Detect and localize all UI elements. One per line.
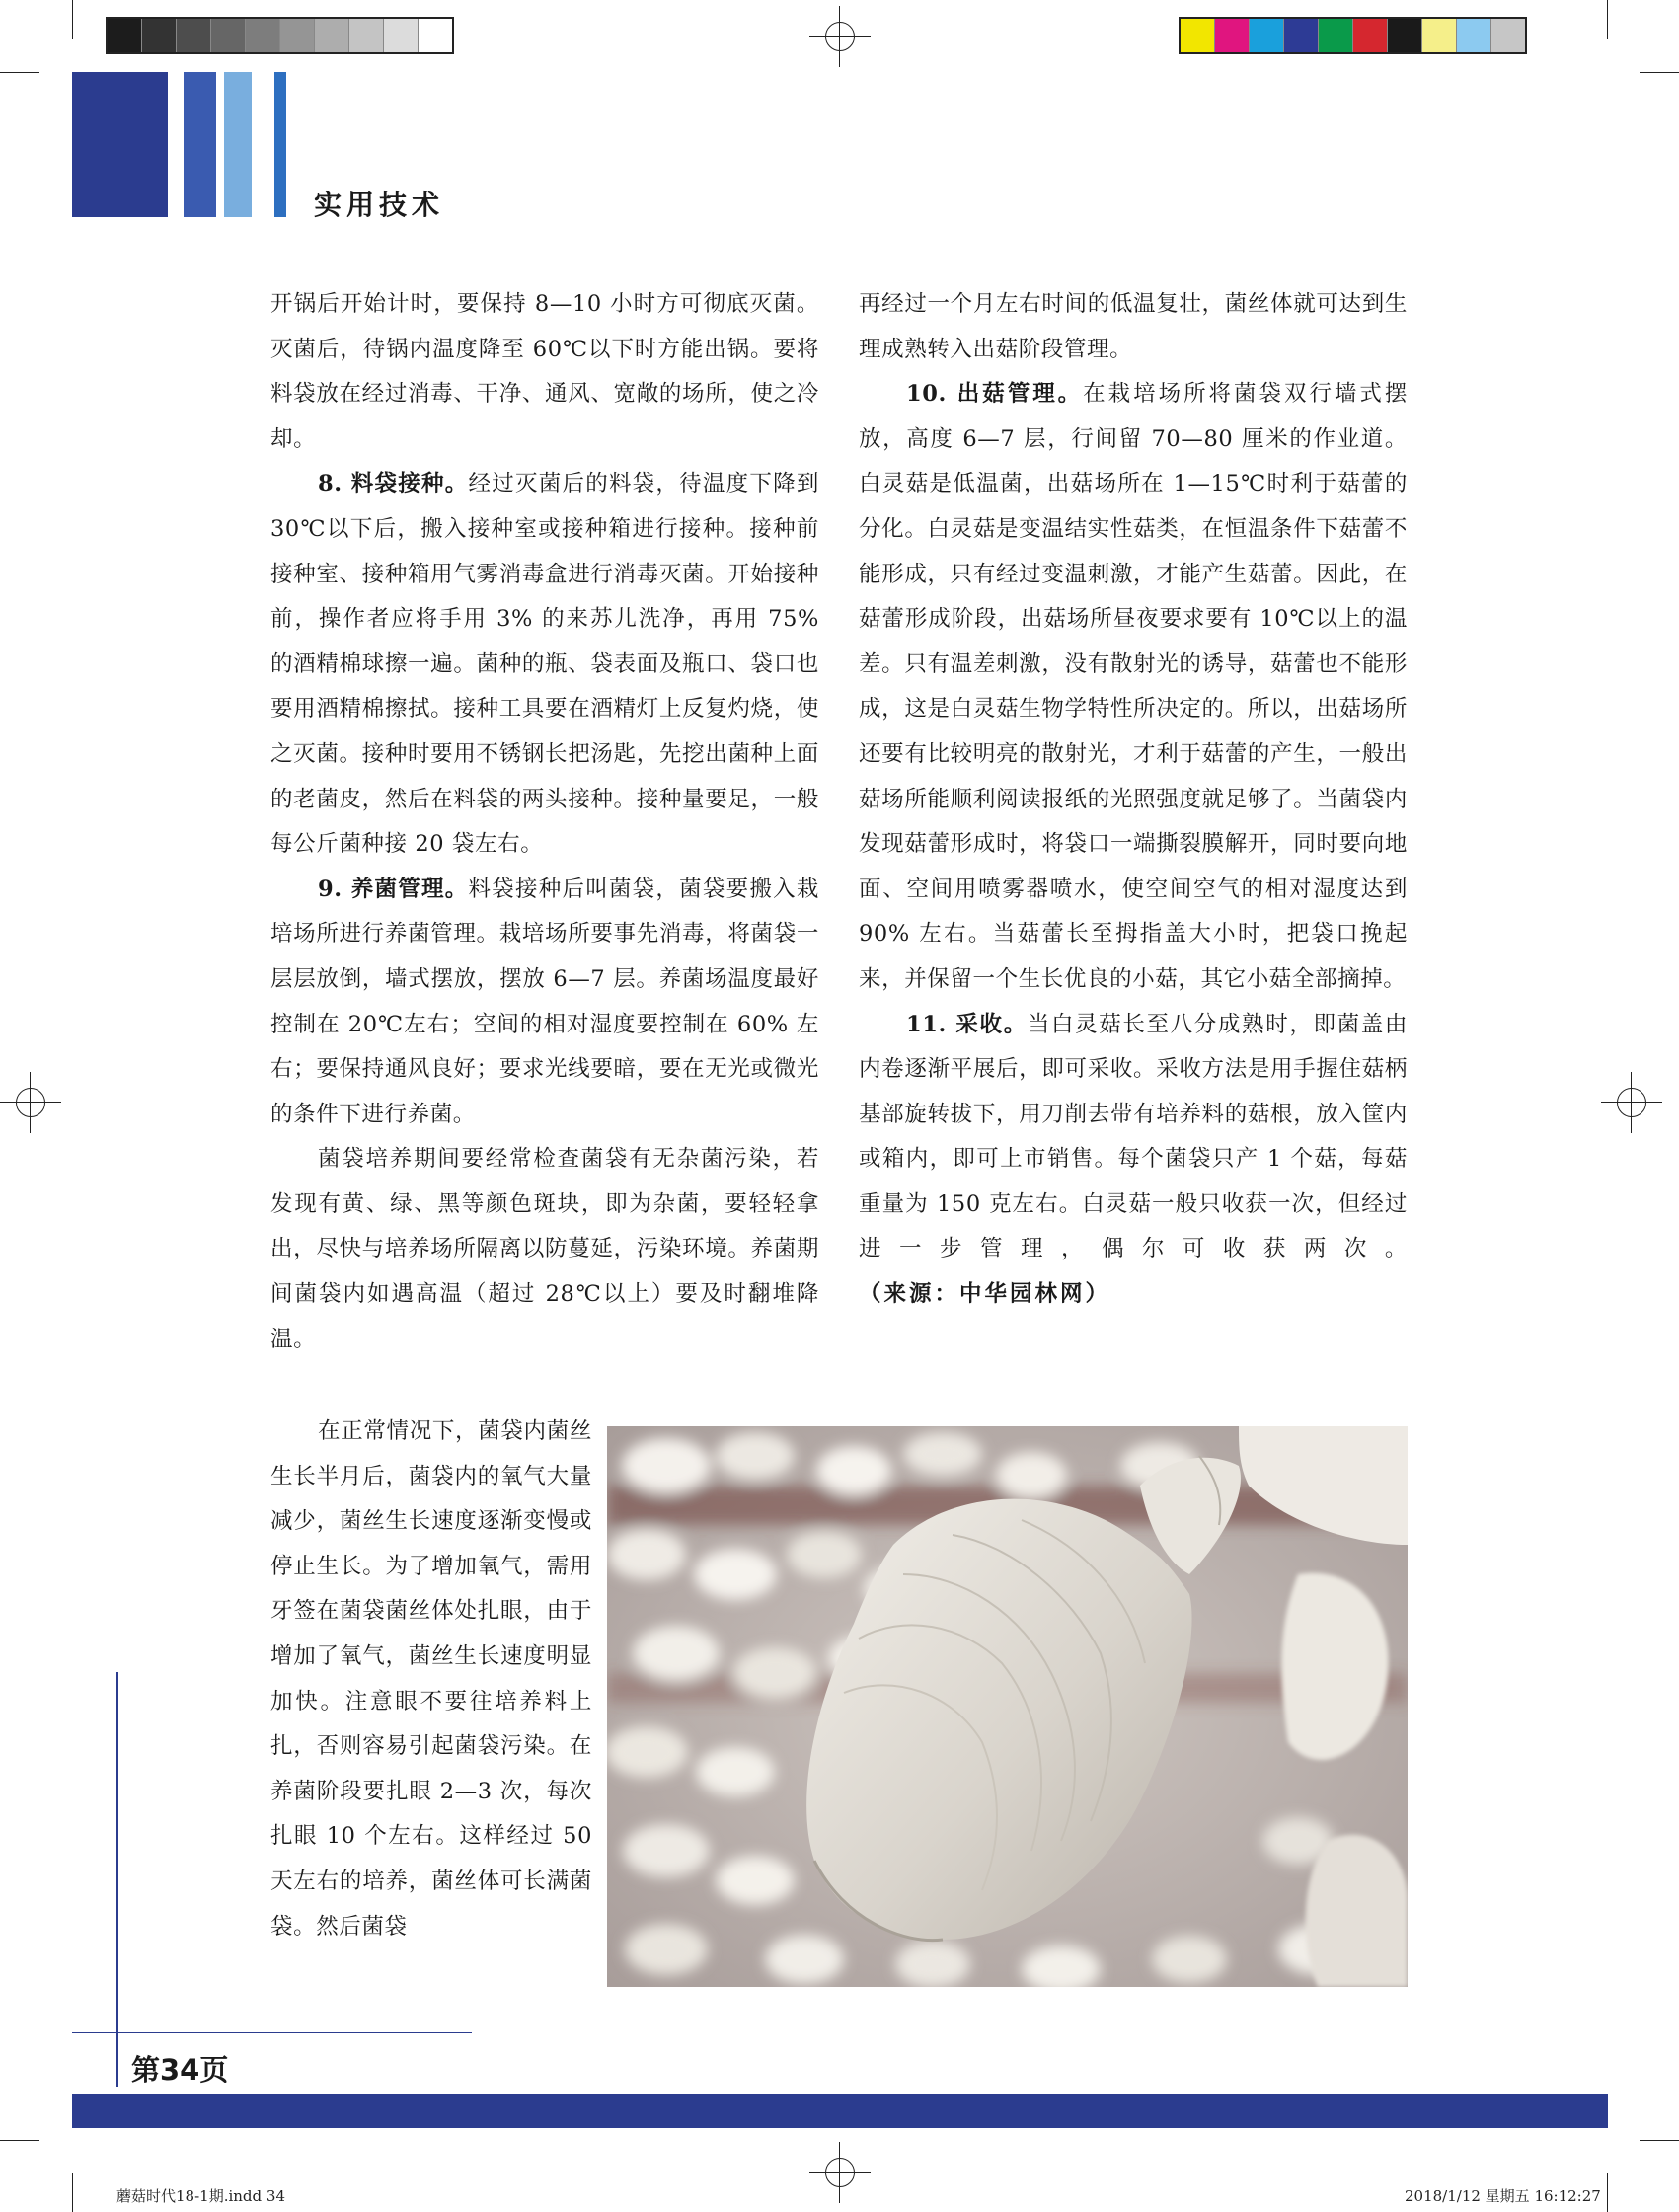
crop-mark	[1640, 72, 1679, 73]
paragraph: 8. 料袋接种。经过灭菌后的料袋，待温度下降到 30℃以下后，搬入接种室或接种箱进行接种。接种前接种室、接种箱用气雾消毒盒进行消毒灭菌。开始接种前，操作者应将手用 3% 的来苏儿洗净，再用 75% 的酒精棉球擦一遍。菌种的瓶、袋表面及瓶口、袋口也要用酒精棉擦拭。接种工具要在酒精灯上反复灼烧，使之灭菌。接种时要用不锈钢长把汤匙，先挖出菌种上面的老菌皮，然后在料袋的两头接种。接种量要足，一般每公斤菌种接 20 袋左右。	[270, 471, 819, 858]
registration-mark-bottom	[809, 2142, 871, 2203]
article-column-narrow	[270, 1410, 592, 1949]
print-timestamp: 2018/1/12 星期五 16:12:27	[1405, 2187, 1601, 2205]
file-slug: 蘑菇时代18-1期.indd 34	[116, 2187, 285, 2205]
header-block-mid	[184, 72, 216, 217]
color-swatch	[1284, 19, 1319, 52]
crop-mark	[72, 2173, 73, 2212]
color-swatch	[1422, 19, 1457, 52]
color-swatch	[1250, 19, 1284, 52]
section-title: 实用技术	[314, 189, 445, 221]
article-column-left	[270, 282, 819, 1362]
paragraph: 在正常情况下，菌袋内菌丝生长半月后，菌袋内的氧气大量减少，菌丝生长速度逐渐变慢或停止生长。为了增加氧气，需用牙签在菌袋菌丝体处扎眼，由于增加了氧气，菌丝生长速度明显加快。注意眼不要往培养料上扎，否则容易引起菌袋污染。在养菌阶段要扎眼 2—3 次，每次扎眼 10 个左右。这样经过 50 天左右的培养，菌丝体可长满菌袋。然后菌袋	[270, 1418, 592, 1940]
crop-mark	[0, 72, 39, 73]
color-swatch	[1181, 19, 1215, 52]
mushroom-photo	[607, 1426, 1408, 1987]
paragraph: 开锅后开始计时，要保持 8—10 小时方可彻底灭菌。灭菌后，待锅内温度降至 60℃以下时方能出锅。要将料袋放在经过消毒、干净、通风、宽敞的场所，使之冷却。	[270, 291, 819, 452]
crop-mark	[1607, 0, 1608, 39]
crop-mark	[1607, 2173, 1608, 2212]
crop-mark	[1640, 2140, 1679, 2141]
article-column-right	[859, 282, 1408, 1318]
gray-swatch	[246, 19, 280, 52]
header-block-dark	[72, 72, 168, 217]
gray-swatch	[280, 19, 315, 52]
color-swatch	[1319, 19, 1353, 52]
footer-vertical-rule	[116, 1672, 118, 2087]
grayscale-calibration-strip	[106, 17, 454, 54]
gray-swatch	[108, 19, 142, 52]
color-calibration-strip	[1179, 17, 1527, 54]
color-swatch	[1457, 19, 1491, 52]
footer-horizontal-rule	[72, 2032, 472, 2033]
color-swatch	[1353, 19, 1388, 52]
registration-mark-right	[1601, 1072, 1662, 1133]
gray-swatch	[349, 19, 384, 52]
crop-mark	[0, 2140, 39, 2141]
gray-swatch	[384, 19, 419, 52]
footer-bar	[72, 2094, 1608, 2128]
gray-swatch	[177, 19, 211, 52]
color-swatch	[1215, 19, 1250, 52]
source-credit: （来源：中华园林网）	[859, 1281, 1111, 1308]
color-swatch	[1388, 19, 1422, 52]
page-number: 第34页	[131, 2053, 229, 2087]
registration-mark-top	[809, 6, 871, 67]
header-block-thin	[274, 72, 286, 217]
gray-swatch	[315, 19, 349, 52]
gray-swatch	[142, 19, 177, 52]
registration-mark-left	[0, 1072, 61, 1133]
paragraph: 9. 养菌管理。料袋接种后叫菌袋，菌袋要搬入栽培场所进行养菌管理。栽培场所要事先消毒，将菌袋一层层放倒，墙式摆放，摆放 6—7 层。养菌场温度最好控制在 20℃左右；空间的相对湿度要控制在 60% 左右；要保持通风良好；要求光线要暗，要在无光或微光的条件下进行养菌。	[270, 876, 819, 1127]
paragraph: 10. 出菇管理。在栽培场所将菌袋双行墙式摆放，高度 6—7 层，行间留 70—80 厘米的作业道。白灵菇是低温菌，出菇场所在 1—15℃时利于菇蕾的分化。白灵菇是变温结实性菇类，在恒温条件下菇蕾不能形成，只有经过变温刺激，才能产生菇蕾。因此，在菇蕾形成阶段，出菇场所昼夜要求要有 10℃以上的温差。只有温差刺激，没有散射光的诱导，菇蕾也不能形成，这是白灵菇生物学特性所决定的。所以，出菇场所还要有比较明亮的散射光，才利于菇蕾的产生，一般出菇场所能顺利阅读报纸的光照强度就足够了。当菌袋内发现菇蕾形成时，将袋口一端撕裂膜解开，同时要向地面、空间用喷雾器喷水，使空间空气的相对湿度达到 90% 左右。当菇蕾长至拇指盖大小时，把袋口挽起来，并保留一个生长优良的小菇，其它小菇全部摘掉。	[859, 381, 1408, 992]
paragraph: 再经过一个月左右时间的低温复壮，菌丝体就可达到生理成熟转入出菇阶段管理。	[859, 291, 1408, 362]
paragraph: 11. 采收。当白灵菇长至八分成熟时，即菌盖由内卷逐渐平展后，即可采收。采收方法是用手握住菇柄基部旋转拔下，用刀削去带有培养料的菇根，放入筐内或箱内，即可上市销售。每个菌袋只产 1 个菇，每菇重量为 150 克左右。白灵菇一般只收获一次，但经过进一步管理，偶尔可收获两次。（来源：中华园林网）	[859, 1011, 1408, 1308]
gray-swatch	[419, 19, 452, 52]
crop-mark	[72, 0, 73, 39]
header-block-light	[224, 72, 252, 217]
gray-swatch	[211, 19, 246, 52]
paragraph: 菌袋培养期间要经常检查菌袋有无杂菌污染，若发现有黄、绿、黑等颜色斑块，即为杂菌，要轻轻拿出，尽快与培养场所隔离以防蔓延，污染环境。养菌期间菌袋内如遇高温（超过 28℃以上）要及时翻堆降温。	[270, 1146, 819, 1352]
color-swatch	[1491, 19, 1525, 52]
